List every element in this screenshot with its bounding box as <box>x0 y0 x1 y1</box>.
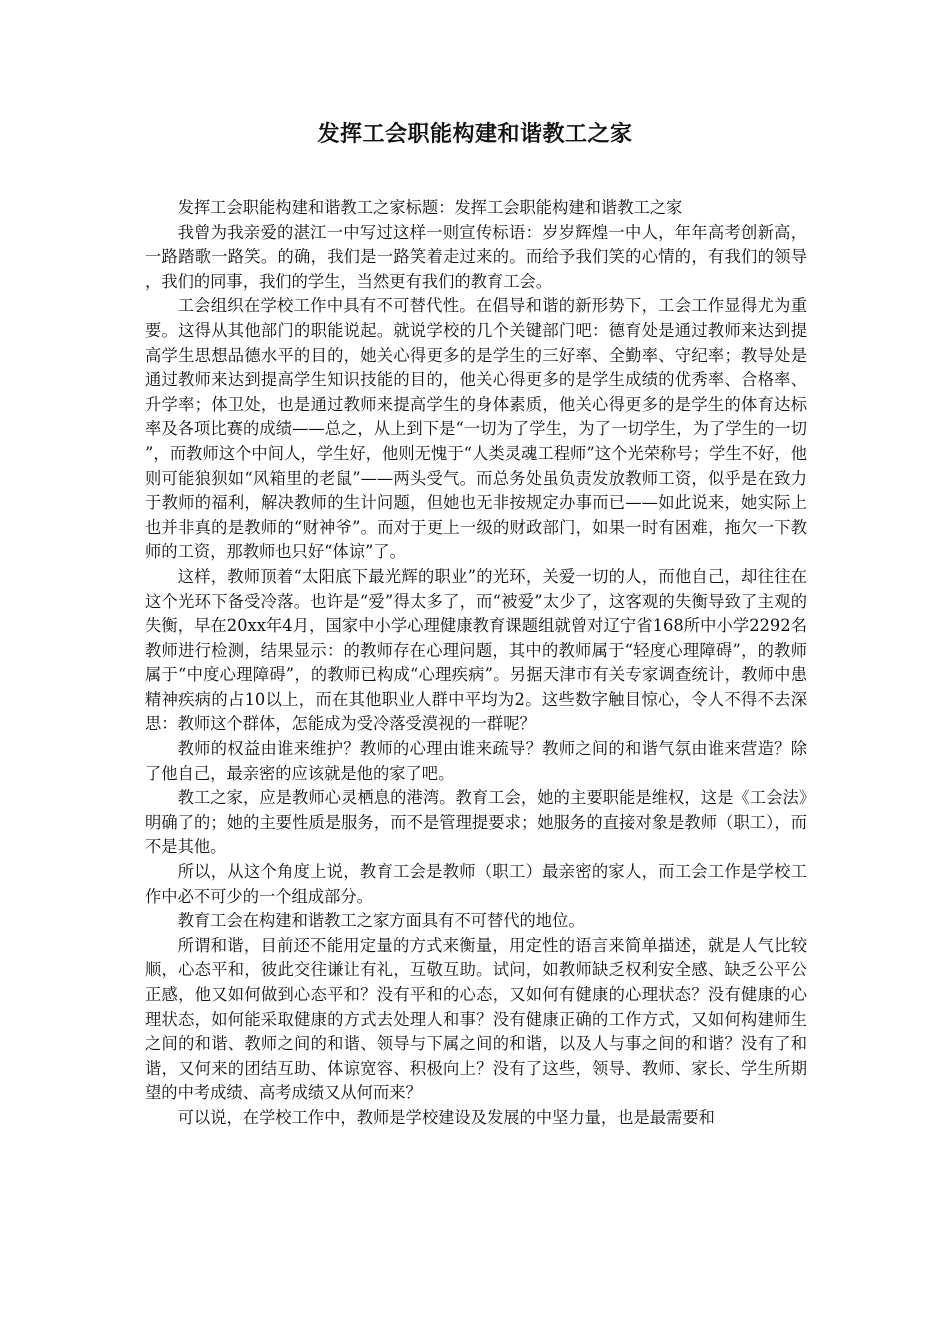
paragraph: 所以，从这个角度上说，教育工会是教师（职工）最亲密的家人，而工会工作是学校工作中必不可少的一个组成部分。 <box>145 862 807 906</box>
paragraph: 所谓和谐，目前还不能用定量的方式来衡量，用定性的语言来简单描述，就是人气比较顺，心态平和，彼此交往谦让有礼，互敬互助。试问，如教师缺乏权利安全感、缺乏公平公正感，他又如何做到心态平和？没有平和的心态，又如何有健康的心理状态？没有健康的心理状态，如何能采取健康的方式去处理人和事？没有健康正确的工作方式，又如何构建师生之间的和谐、教师之间的和谐、领导与下属之间的和谐，以及人与事之间的和谐？没有了和谐，又何来的团结互助、体谅宽容、积极向上？没有了这些，领导、教师、家长、学生所期望的中考成绩、高考成绩又从何而来？ <box>145 935 807 1103</box>
paragraph: 教工之家，应是教师心灵栖息的港湾。教育工会，她的主要职能是维权，这是《工会法》明确了的；她的主要性质是服务，而不是管理提要求；她服务的直接对象是教师（职工），而不是其他。 <box>145 788 807 857</box>
paragraph: 教师的权益由谁来维护？教师的心理由谁来疏导？教师之间的和谐气氛由谁来营造？除了他自己，最亲密的应该就是他的家了吧。 <box>145 739 807 783</box>
document-body <box>145 196 807 1131</box>
paragraph: 我曾为我亲爱的湛江一中写过这样一则宣传标语：岁岁辉煌一中人，年年高考创新高，一路踏歌一路笑。的确，我们是一路笑着走过来的。而给予我们笑的心情的，有我们的领导，我们的同事，我们的学生，当然更有我们的教育工会。 <box>145 222 807 291</box>
paragraph: 可以说，在学校工作中，教师是学校建设及发展的中坚力量，也是最需要和 <box>177 1107 715 1127</box>
paragraph: 发挥工会职能构建和谐教工之家标题：发挥工会职能构建和谐教工之家 <box>177 198 683 217</box>
paragraph: 工会组织在学校工作中具有不可替代性。在倡导和谐的新形势下，工会工作显得尤为重要。这得从其他部门的职能说起。就说学校的几个关键部门吧：德育处是通过教师来达到提高学生思想品德水平的目的，她关心得更多的是学生的三好率、全勤率、守纪率；教导处是通过教师来达到提高学生知识技能的目的，他关心得更多的是学生成绩的优秀率、合格率、升学率；体卫处，也是通过教师来提高学生的身体素质，他关心得更多的是学生的体育达标率及各项比赛的成绩——总之，从上到下是“一切为了学生，为了一切学生，为了学生的一切”，而教师这个中间人，学生好，他则无愧于“人类灵魂工程师”这个光荣称号；学生不好，他则可能狼狈如“风箱里的老鼠”——两头受气。而总务处虽负责发放教师工资，似乎是在致力于教师的福利，解决教师的生计问题，但她也无非按规定办事而已——如此说来，她实际上也并非真的是教师的“财神爷”。而对于更上一级的财政部门，如果一时有困难，拖欠一下教师的工资，那教师也只好“体谅”了。 <box>145 296 807 562</box>
paragraph: 教育工会在构建和谐教工之家方面具有不可替代的地位。 <box>177 911 585 931</box>
paragraph: 这样，教师顶着“太阳底下最光辉的职业”的光环，关爱一切的人，而他自己，却往往在这个光环下备受冷落。也许是“爱”得太多了，而“被爱”太少了，这客观的失衡导致了主观的失衡，早在20xx年4月，国家中小学心理健康教育课题组就曾对辽宁省168所中小学2292名教师进行检测，结果显示：的教师存在心理问题，其中的教师属于“轻度心理障碍”，的教师属于“中度心理障碍”，的教师已构成“心理疾病”。另据天津市有关专家调查统计，教师中患精神疾病的占10以上，而在其他职业人群中平均为2。这些数字触目惊心，令人不得不去深思：教师这个群体，怎能成为受冷落受漠视的一群呢？ <box>145 566 807 734</box>
document-title: 发挥工会职能构建和谐教工之家 <box>317 122 633 147</box>
